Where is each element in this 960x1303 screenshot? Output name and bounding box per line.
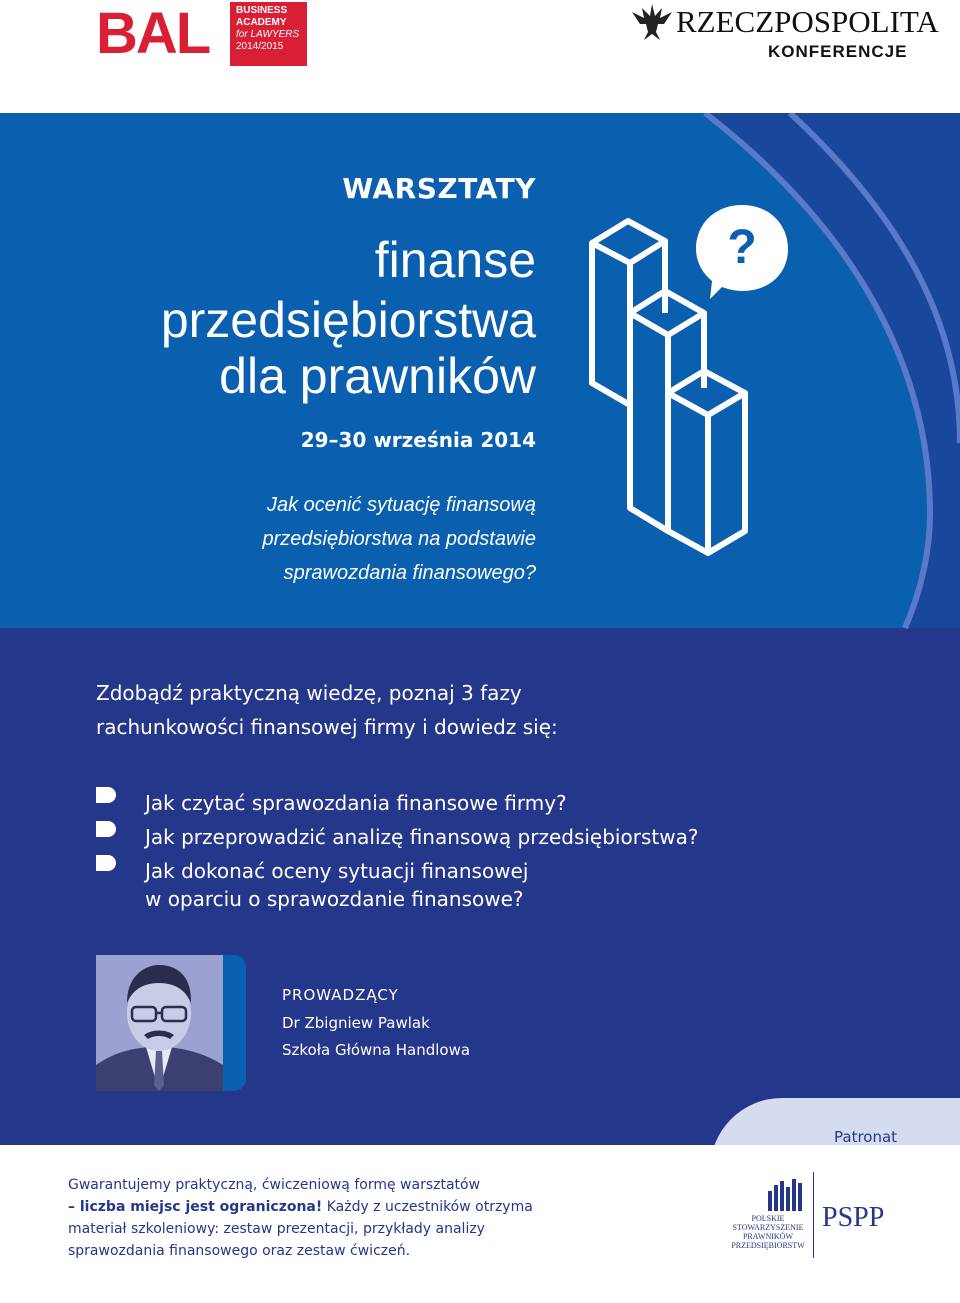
bullet-tag-icon (96, 855, 116, 871)
bal-logo: BAL (96, 1, 210, 66)
eagle-icon (628, 2, 676, 42)
patron-name (726, 1214, 810, 1250)
bullet-tag-icon (96, 787, 116, 803)
pspp-bars-icon (730, 1175, 810, 1211)
list-item-continued: w oparciu o sprawozdanie finansowe? (145, 887, 524, 911)
footer-text-line: Gwarantujemy praktyczną, ćwiczeniową formę warsztatów (68, 1177, 481, 1193)
patron-name-line: STOWARZYSZENIE (732, 1223, 804, 1232)
speech-bubble-icon (696, 205, 788, 299)
speaker-name: Dr Zbigniew Pawlak (282, 1014, 430, 1032)
bal-logo-line: 2014/2015 (236, 41, 284, 52)
event-date: 29–30 września 2014 (300, 428, 536, 452)
patron-name-line: PRZEDSIĘBIORSTW (731, 1241, 805, 1250)
page-title-line: dla prawników (219, 348, 536, 404)
bal-logo-line: BUSINESS (236, 5, 288, 16)
speaker-organization: Szkoła Główna Handlowa (282, 1041, 471, 1059)
intro-line: Zdobądź praktyczną wiedzę, poznaj 3 fazy (96, 681, 522, 705)
bullet-tag-icon (96, 821, 116, 837)
bal-logo-line: for LAWYERS (236, 29, 300, 40)
speaker-photo (96, 955, 223, 1091)
footer-text-line: materiał szkoleniowy: zestaw prezentacji, przykłady analizy (68, 1221, 485, 1237)
patron-label: Patronat (834, 1128, 898, 1146)
bal-logo-line: ACADEMY (236, 17, 287, 28)
patron-divider (813, 1172, 814, 1258)
rzeczpospolita-logo: RZECZPOSPOLITA (676, 4, 939, 39)
question-line: sprawozdania finansowego? (283, 562, 536, 584)
bal-logo-box (230, 2, 307, 66)
konferencje-label: KONFERENCJE (768, 42, 908, 61)
intro-line: rachunkowości finansowej firmy i dowiedz się: (96, 715, 558, 739)
question-line: przedsiębiorstwa na podstawie (262, 528, 536, 550)
footer-text-line: sprawozdania finansowego oraz zestaw ćwiczeń. (68, 1243, 411, 1259)
page-title-line: przedsiębiorstwa (160, 292, 536, 348)
speaker-role: PROWADZĄCY (282, 986, 399, 1004)
category-label: WARSZTATY (342, 172, 536, 205)
list-item: Jak dokonać oceny sytuacji finansowej (145, 859, 529, 883)
svg-text:?: ? (727, 221, 757, 274)
list-item: Jak przeprowadzić analizę finansową przedsiębiorstwa? (145, 825, 699, 849)
patron-abbreviation: PSPP (822, 1202, 885, 1233)
question-line: Jak ocenić sytuację finansową (266, 494, 536, 516)
footer-text-rest: Każdy z uczestników otrzyma (322, 1199, 533, 1215)
footer-text-line (68, 1196, 533, 1218)
patron-name-line: POLSKIE (751, 1214, 785, 1223)
footer-highlight: – liczba miejsc jest ograniczona! (68, 1199, 323, 1215)
patron-name-line: PRAWNIKÓW (742, 1232, 794, 1241)
page-title-line: finanse (374, 232, 536, 288)
list-item: Jak czytać sprawozdania finansowe firmy? (145, 791, 567, 815)
